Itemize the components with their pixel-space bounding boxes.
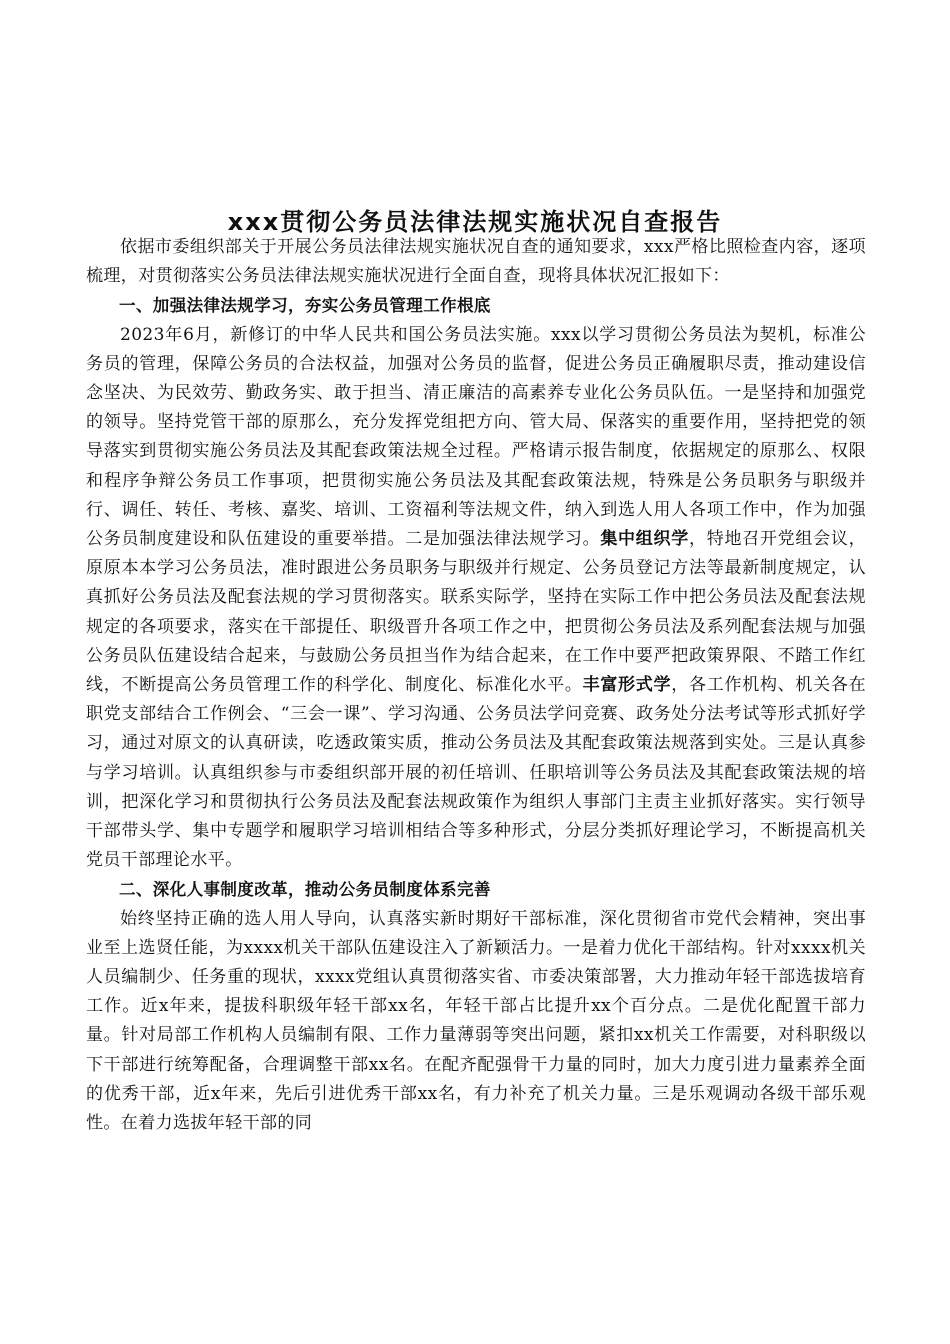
section-1-bold-2: 丰富形式学: [582, 675, 672, 696]
intro-paragraph: 依据市委组织部关于开展公务员法律法规实施状况自查的通知要求，xxx严格比照检查内容，逐项梳理，对贯彻落实公务员法律法规实施状况进行全面自查，现将具体状况汇报如下：: [86, 237, 866, 287]
document-title: xxx贯彻公务员法律法规实施状况自查报告: [227, 208, 723, 236]
section-2-paragraph: 始终坚持正确的选人用人导向，认真落实新时期好干部标准，深化贯彻省市党代会精神，突出事业至上选贤任能，为xxxx机关干部队伍建设注入了新颖活力。一是着力优化干部结构。针对xxxx机关人员编制少、任务重的现状，xxxx党组认真贯彻落实省、市委决策部署，大力推动年轻干部选拔培育工作。近x年来，提拔科职级年轻干部xx名，年轻干部占比提升xx个百分点。二是优化配置干部力量。针对局部工作机构人员编制有限、工作力量薄弱等突出问题，紧扣xx机关工作需要，对科职级以下干部进行统筹配备，合理调整干部xx名。在配齐配强骨干力量的同时，加大力度引进力量素养全面的优秀干部，近x年来，先后引进优秀干部xx名，有力补充了机关力量。三是乐观调动各级干部乐观性。在着力选拔年轻干部的同: [86, 908, 866, 1134]
section-1-heading: 一、加强法律法规学习，夯实公务员管理工作根底: [119, 296, 491, 316]
document-body: [86, 233, 866, 1138]
section-1-paragraph: [86, 321, 866, 876]
section-1-bold-1: 集中组织学: [600, 529, 689, 550]
section-1-text-part-3: ，各工作机构、机关各在职党支部结合工作例会、“三会一课”、学习沟通、公务员法学问竞赛、政务处分法考试等形式抓好学习，通过对原文的认真研读，吃透政策实质，推动公务员法及其配套政策法规落到实处。三是认真参与学习培训。认真组织参与市委组织部开展的初任培训、任职培训等公务员法及其配套政策法规的培训，把深化学习和贯彻执行公务员法及配套法规政策作为组织人事部门主责主业抓好落实。实行领导干部带头学、集中专题学和履职学习培训相结合等多种形式，分层分类抓好理论学习，不断提高机关党员干部理论水平。: [86, 675, 867, 871]
section-1-text-part-2: ，特地召开党组会议，原原本本学习公务员法，准时跟进公务员职务与职级并行规定、公务员登记方法等最新制度规定，认真抓好公务员法及配套法规的学习贯彻落实。联系实际学，坚持在实际工作中把公务员法及配套法规规定的各项要求，落实在干部提任、职级晋升各项工作之中，把贯彻公务员法及系列配套法规与加强公务员队伍建设结合起来，与鼓励公务员担当作为结合起来，在工作中要严把政策界限、不踏工作红线，不断提高公务员管理工作的科学化、制度化、标准化水平。: [86, 529, 867, 696]
section-1-text-part-1: 2023年6月，新修订的中华人民共和国公务员法实施。xxx以学习贯彻公务员法为契机，标准公务员的管理，保障公务员的合法权益，加强对公务员的监督，促进公务员正确履职尽责，推动建设信念坚决、为民效劳、勤政务实、敢于担当、清正廉洁的高素养专业化公务员队伍。一是坚持和加强党的领导。坚持党管干部的原那么，充分发挥党组把方向、管大局、保落实的重要作用，坚持把党的领导落实到贯彻实施公务员法及其配套政策法规全过程。严格请示报告制度，依据规定的原那么、权限和程序争辩公务员工作事项，把贯彻实施公务员法及其配套政策法规，特殊是公务员职务与职级并行、调任、转任、考核、嘉奖、培训、工资福利等法规文件，纳入到选人用人各项工作中，作为加强公务员制度建设和队伍建设的重要举措。二是加强法律法规学习。: [86, 324, 866, 550]
section-2-heading: 二、深化人事制度改革，推动公务员制度体系完善: [119, 880, 491, 900]
